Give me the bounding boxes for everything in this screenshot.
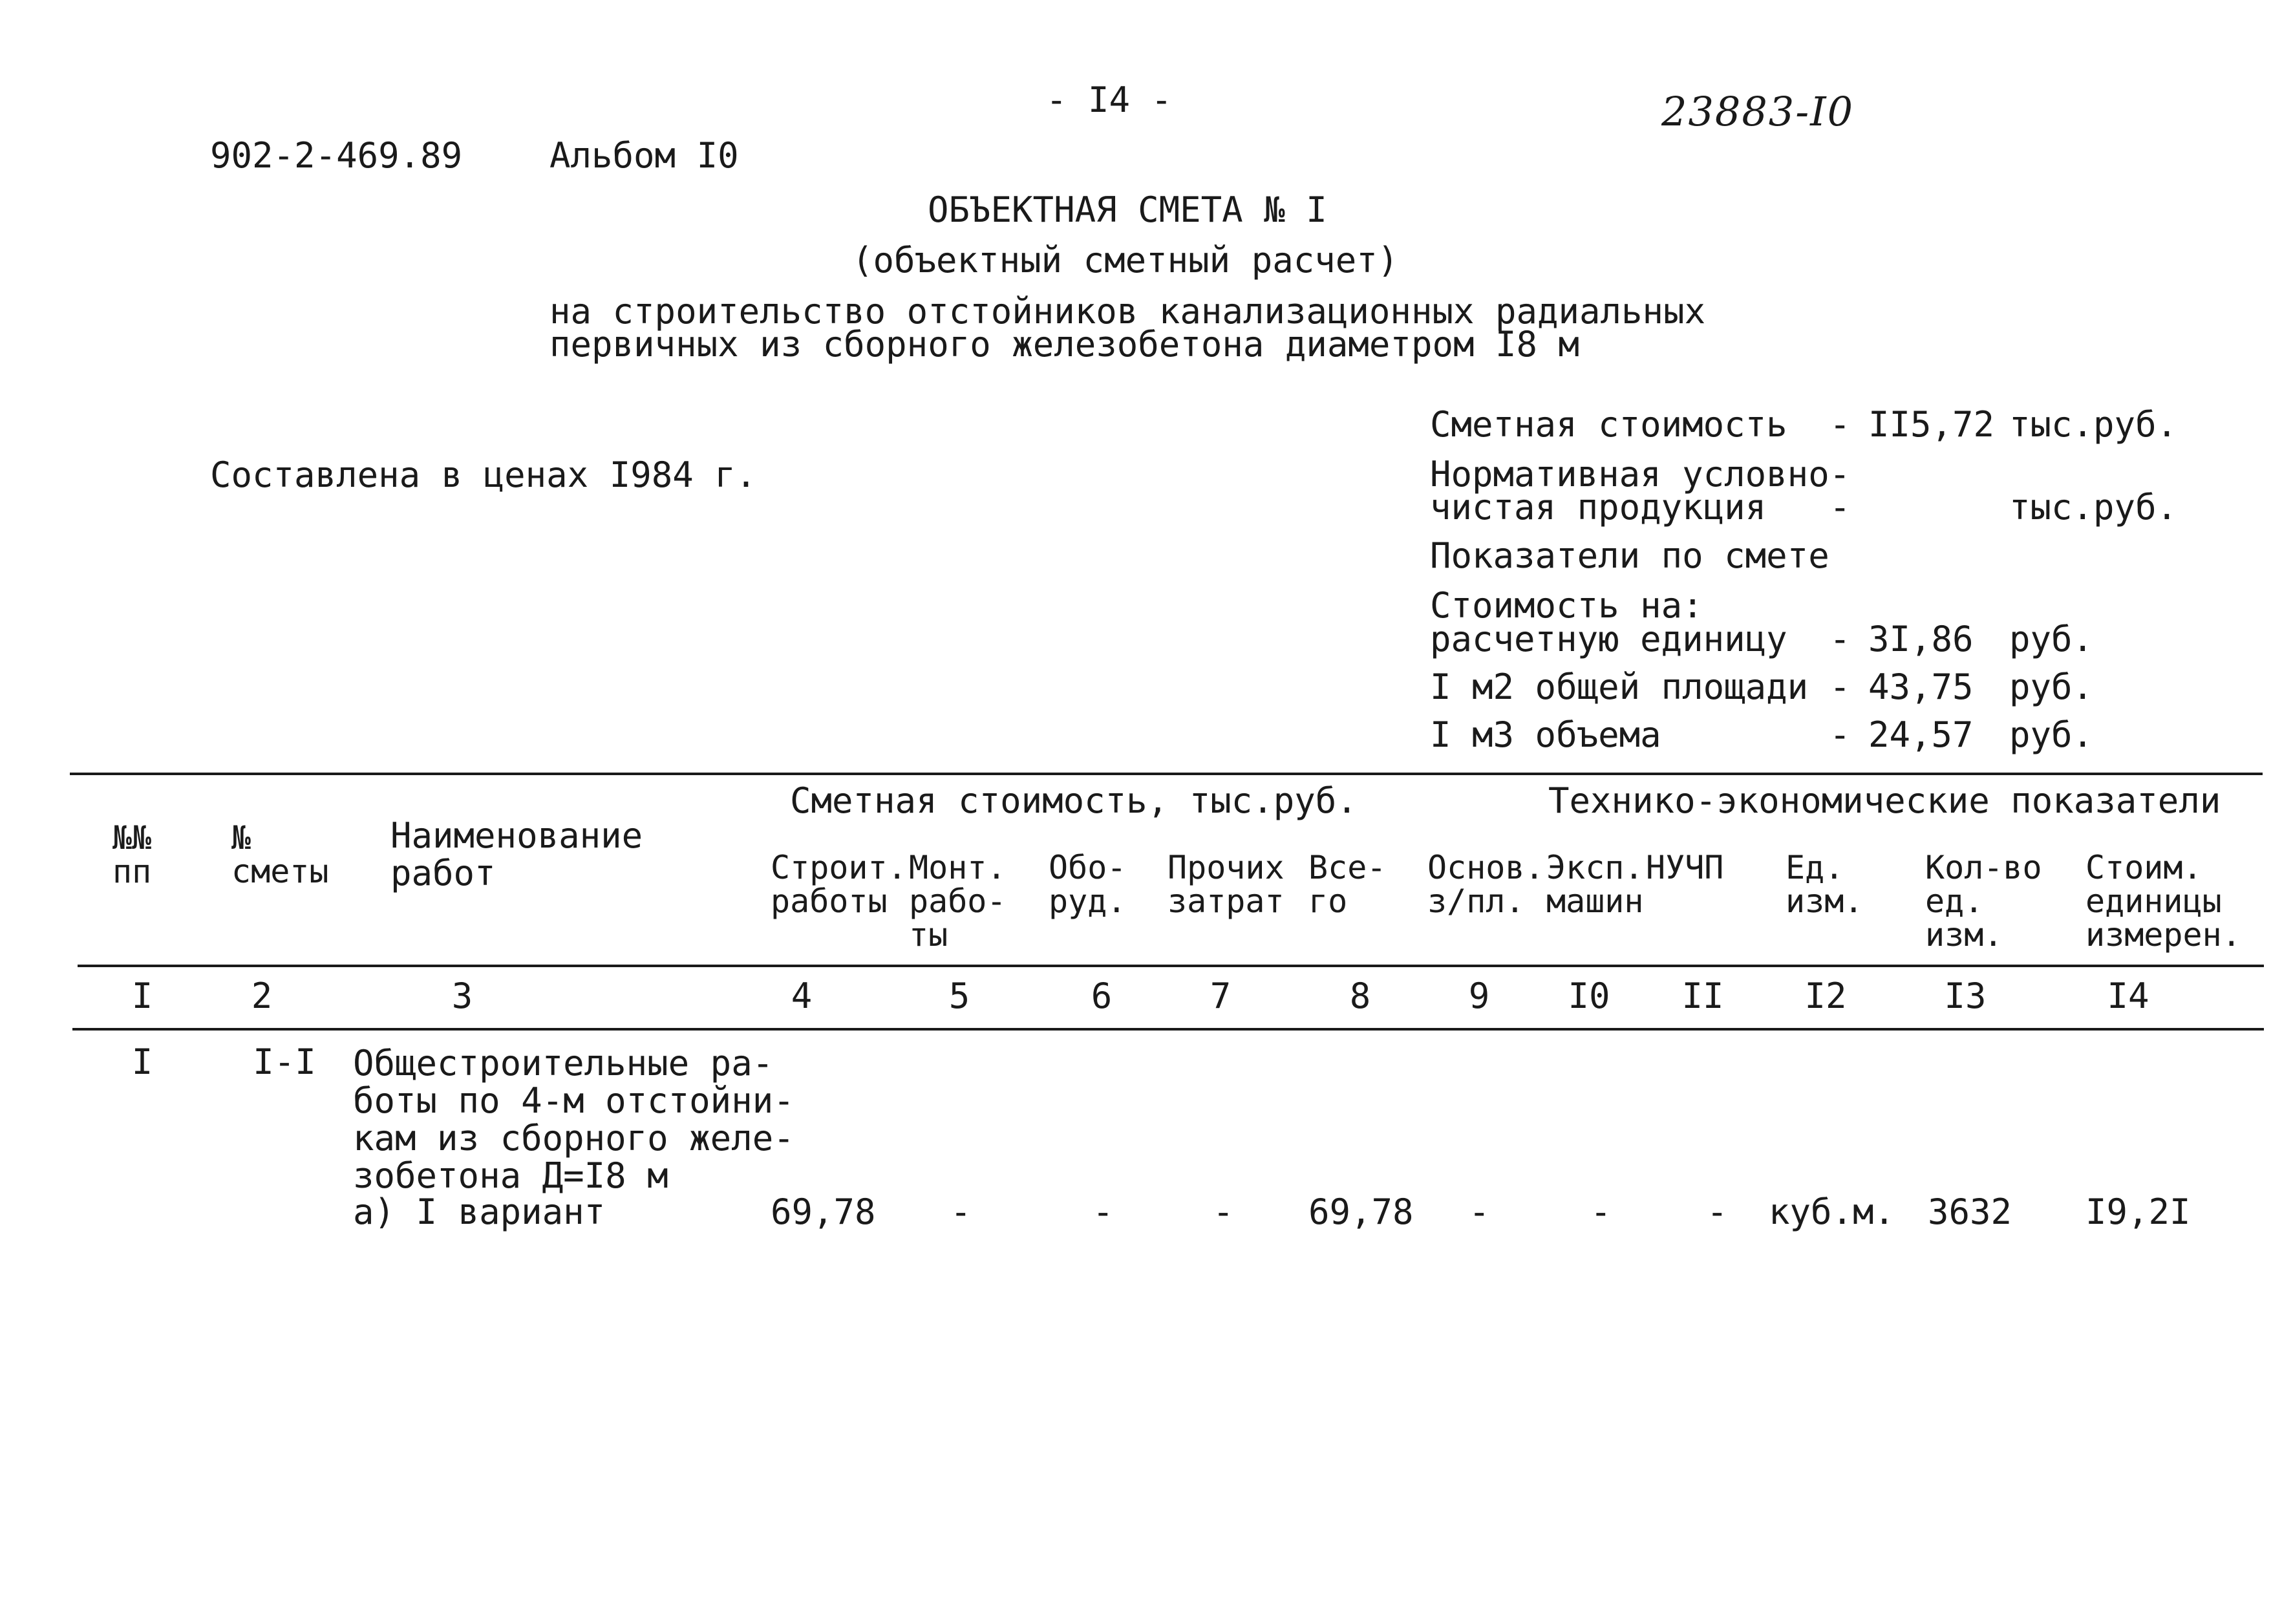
row-name: Общестроительные ра- боты по 4-м отстойни- кам из сборного желе- зобетона Д=I8 м [353,1043,794,1196]
table-header-rule [78,965,2264,967]
unit-value: 3I,86 [1868,619,1974,659]
cost-per-label: Стоимость на: [1430,585,1703,626]
col-header-machines: Эксп. машин [1546,849,1644,920]
col-number-7: 7 [1210,976,1232,1016]
col-number-8: 8 [1349,976,1371,1016]
table-numbers-rule [72,1028,2264,1031]
area-dash: - [1829,667,1851,707]
col-header-wages: Основ. з/пл. [1427,849,1544,920]
col-header-equipment: Обо- руд. [1049,849,1127,920]
col-header-mounting: Монт. рабо- ты [909,849,1007,954]
col-number-10: I0 [1568,976,1610,1016]
col-number-5: 5 [948,976,970,1016]
col-number-6: 6 [1091,976,1113,1016]
page-number: - I4 - [1046,80,1173,120]
col-header-unit-cost: Стоим. единицы измерен. [2085,849,2241,954]
normative-dash: - [1829,487,1851,528]
col-header-unit: Ед. изм. [1786,849,1864,920]
row-machines: - [1590,1191,1612,1232]
col-header-nuchp: НУЧП [1646,849,1724,886]
col-number-9: 9 [1468,976,1490,1016]
row-estimate: I-I [253,1042,316,1082]
row-nuchp: - [1707,1191,1728,1232]
row-variant: а) I вариант [353,1191,606,1232]
area-value: 43,75 [1868,667,1974,707]
doc-title-line4: первичных из сборного железобетона диаметром I8 м [549,324,1580,365]
row-total: 69,78 [1308,1191,1414,1232]
row-unit-cost: I9,2I [2085,1191,2191,1232]
group-cost-header: Сметная стоимость, тыс.руб. [790,780,1358,821]
volume-label: I м3 объема [1430,714,1661,755]
col-number-3: 3 [451,976,473,1016]
table-top-rule [70,773,2263,775]
normative-label-1: Нормативная условно- [1430,454,1851,495]
col-header-other: Прочих затрат [1168,849,1285,920]
row-mounting: - [950,1191,972,1232]
doc-subtitle: (объектный сметный расчет) [852,240,1399,281]
estimate-cost-dash: - [1829,404,1851,445]
col-number-2: 2 [251,976,273,1016]
prices-note: Составлена в ценах I984 г. [210,454,757,495]
unit-label: расчетную единицу [1430,619,1787,659]
indicators-label: Показатели по смете [1430,535,1829,576]
estimate-cost-label: Сметная стоимость [1430,404,1787,445]
col-number-11: II [1681,976,1724,1016]
col-header-name: Наименование работ [390,815,643,893]
album-label: Альбом I0 [549,135,739,176]
volume-dash: - [1829,714,1851,755]
col-header-num: №№ пп [112,819,152,890]
group-tech-header: Технико-экономические показатели [1548,780,2221,821]
doc-code: 902-2-469.89 [210,135,463,176]
area-unit: руб. [2009,667,2094,707]
normative-unit: тыс.руб. [2009,487,2178,528]
normative-label-2: чистая продукция [1430,487,1767,528]
row-equipment: - [1093,1191,1114,1232]
estimate-cost-unit: тыс.руб. [2009,404,2178,445]
row-wages: - [1469,1191,1490,1232]
row-num: I [131,1042,153,1082]
volume-unit: руб. [2009,714,2094,755]
doc-title-line3: на строительство отстойников канализационных радиальных [549,291,1706,332]
col-header-construction: Строит. работы [771,849,907,920]
col-header-qty: Кол-во ед. изм. [1925,849,2042,954]
col-header-total: Все- го [1308,849,1387,920]
col-number-13: I3 [1944,976,1987,1016]
col-number-4: 4 [791,976,813,1016]
volume-value: 24,57 [1868,714,1974,755]
row-construction: 69,78 [771,1191,876,1232]
row-other: - [1213,1191,1234,1232]
col-number-14: I4 [2107,976,2149,1016]
row-unit: куб.м. [1769,1191,1895,1232]
col-header-estimate: № сметы [231,819,329,890]
row-qty: 3632 [1928,1191,2012,1232]
doc-title: ОБЪЕКТНАЯ СМЕТА № I [928,189,1327,230]
area-label: I м2 общей площади [1430,667,1809,707]
handwritten-number: 23883-I0 [1661,88,1855,135]
unit-unit: руб. [2009,619,2094,659]
estimate-cost-value: II5,72 [1868,404,1995,445]
unit-dash: - [1829,619,1851,659]
col-number-1: I [131,976,153,1016]
col-number-12: I2 [1804,976,1847,1016]
